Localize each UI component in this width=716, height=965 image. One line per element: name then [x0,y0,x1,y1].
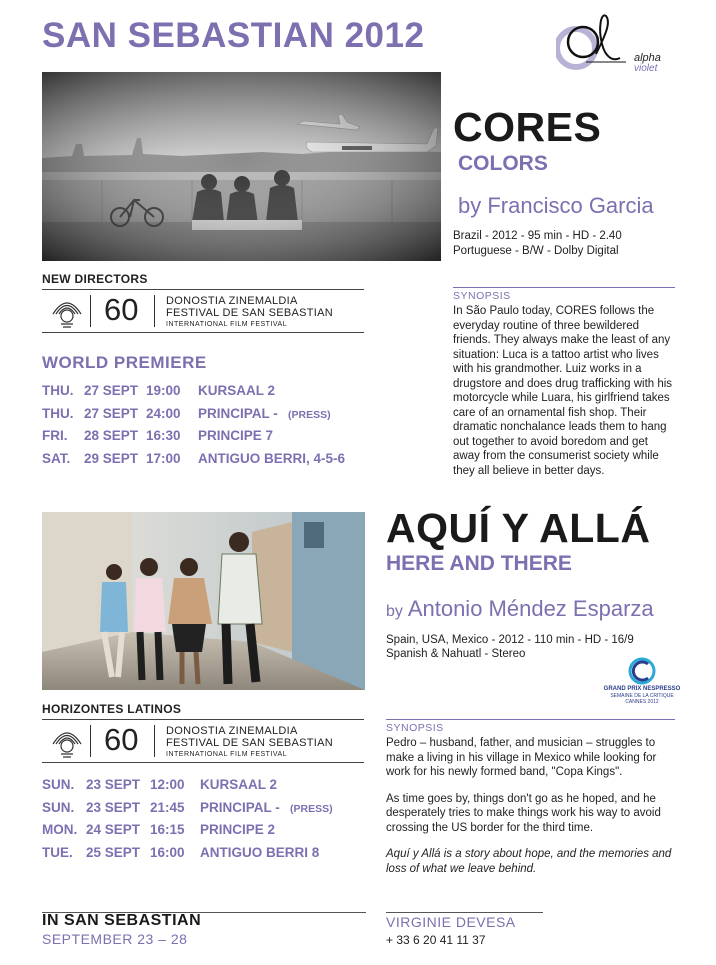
footer-rule-right [386,912,543,913]
festival-number: 60 [104,292,139,327]
film2-synopsis-rule [386,719,675,720]
footer-dates: SEPTEMBER 23 – 28 [42,931,188,947]
contact-name: VIRGINIE DEVESA [386,914,516,930]
festival-emblem-icon [50,294,84,328]
award-year: CANNES 2012 [625,699,659,705]
festival-emblem-icon [50,724,84,758]
film1-tech-line1: Brazil - 2012 - 95 min - HD - 2.40 [453,230,622,242]
award-laurel-icon [627,656,657,686]
festival-line2: FESTIVAL DE SAN SEBASTIAN [166,306,334,319]
film2-subtitle: HERE AND THERE [386,552,572,575]
festival-name [166,726,333,761]
screening-row: TUE. 25 SEPT 16:00 ANTIGUO BERRI 8 [42,844,320,860]
film1-schedule [42,380,382,470]
film1-synopsis-text: In São Paulo today, CORES follows the everyday routine of three bewildered friends. They always make the least of any situation: Luca is a tattoo artist who lives with his grandmother. Luiz works in a drugstore and does drug trafficking with his motorcycle while Luara, his girlfriend takes care of an ornamental fish shop. Their dramatic nonchalance leads them to hang out together to avoid boredom and get away from the consumerist society while they all believe in better days. [453,305,673,477]
screening-row: FRI. 28 SEPT 16:30 PRINCIPE 7 [42,428,274,443]
screening-row: SAT. 29 SEPT 17:00 ANTIGUO BERRI, 4-5-6 [42,450,346,466]
festival-line2: FESTIVAL DE SAN SEBASTIAN [166,736,334,749]
festival-line1: DONOSTIA ZINEMALDIA [166,725,298,737]
film1-synopsis-rule [453,287,675,288]
film2-director-name: Antonio Méndez Esparza [407,596,654,621]
film1-section-label: NEW DIRECTORS [42,272,148,286]
film2-synopsis-text [386,736,676,888]
logo-word-alpha: alpha [634,52,661,64]
festival-line1: DONOSTIA ZINEMALDIA [166,295,298,307]
film2-tech-line1: Spain, USA, Mexico - 2012 - 110 min - HD - 16/9 [386,634,634,646]
film2-synopsis-p1: Pedro – husband, father, and musician – struggles to make a living in his village in Mexico while looking for work for his newly formed band, "Copa Kings". [386,737,657,778]
film2-tech-line2: Spanish & Nahuatl - Stereo [386,648,526,660]
film2-festival-badge [42,719,364,763]
film1-premiere: WORLD PREMIERE [42,353,207,372]
film2-synopsis-p2: As time goes by, things don't go as he hoped, and he desperately tries to make things work his way to avoid crossing the US border for the third time. [386,792,661,834]
film1-director: by Francisco Garcia [458,193,654,218]
award-title: GRAND PRIX NESPRESSO [603,686,681,692]
film2-director-prefix: by [386,603,403,620]
alpha-violet-logo [556,14,674,76]
screening-row: THU. 27 SEPT 19:00 KURSAAL 2 [42,383,276,398]
screening-row: THU. 27 SEPT 24:00 PRINCIPAL - (PRESS) [42,405,331,421]
festival-line3: INTERNATIONAL FILM FESTIVAL [166,321,288,328]
screening-row: SUN. 23 SEPT 12:00 KURSAAL 2 [42,777,278,792]
festival-name [166,296,333,331]
film1-subtitle: COLORS [458,152,548,175]
film2-schedule [42,774,382,864]
contact-phone: + 33 6 20 41 11 37 [386,933,486,947]
logo-word-violet: violet [634,63,658,74]
festival-line3: INTERNATIONAL FILM FESTIVAL [166,751,288,758]
footer-heading: IN SAN SEBASTIAN [42,912,202,929]
page-title: SAN SEBASTIAN 2012 [42,16,425,55]
screening-row: MON. 24 SEPT 16:15 PRINCIPE 2 [42,822,276,837]
cores-film-still [42,72,441,261]
film2-synopsis-p3: Aquí y Allá is a story about hope, and the memories and loss of what we leave behind. [386,848,672,875]
film1-synopsis-label: SYNOPSIS [453,290,511,302]
film2-section-label: HORIZONTES LATINOS [42,702,182,716]
screening-row: SUN. 23 SEPT 21:45 PRINCIPAL - (PRESS) [42,799,333,815]
cannes-award-badge [600,656,684,705]
film2-director [386,596,654,622]
film1-tech-line2: Portuguese - B/W - Dolby Digital [453,245,619,257]
aqui-y-alla-film-still [42,512,365,690]
film2-title: AQUÍ Y ALLÁ [386,505,651,551]
film2-synopsis-label: SYNOPSIS [386,722,444,734]
award-subtitle: SEMAINE DE LA CRITIQUE [610,693,674,699]
festival-number: 60 [104,722,139,757]
film1-festival-badge [42,289,364,333]
film1-title: CORES [453,104,602,150]
